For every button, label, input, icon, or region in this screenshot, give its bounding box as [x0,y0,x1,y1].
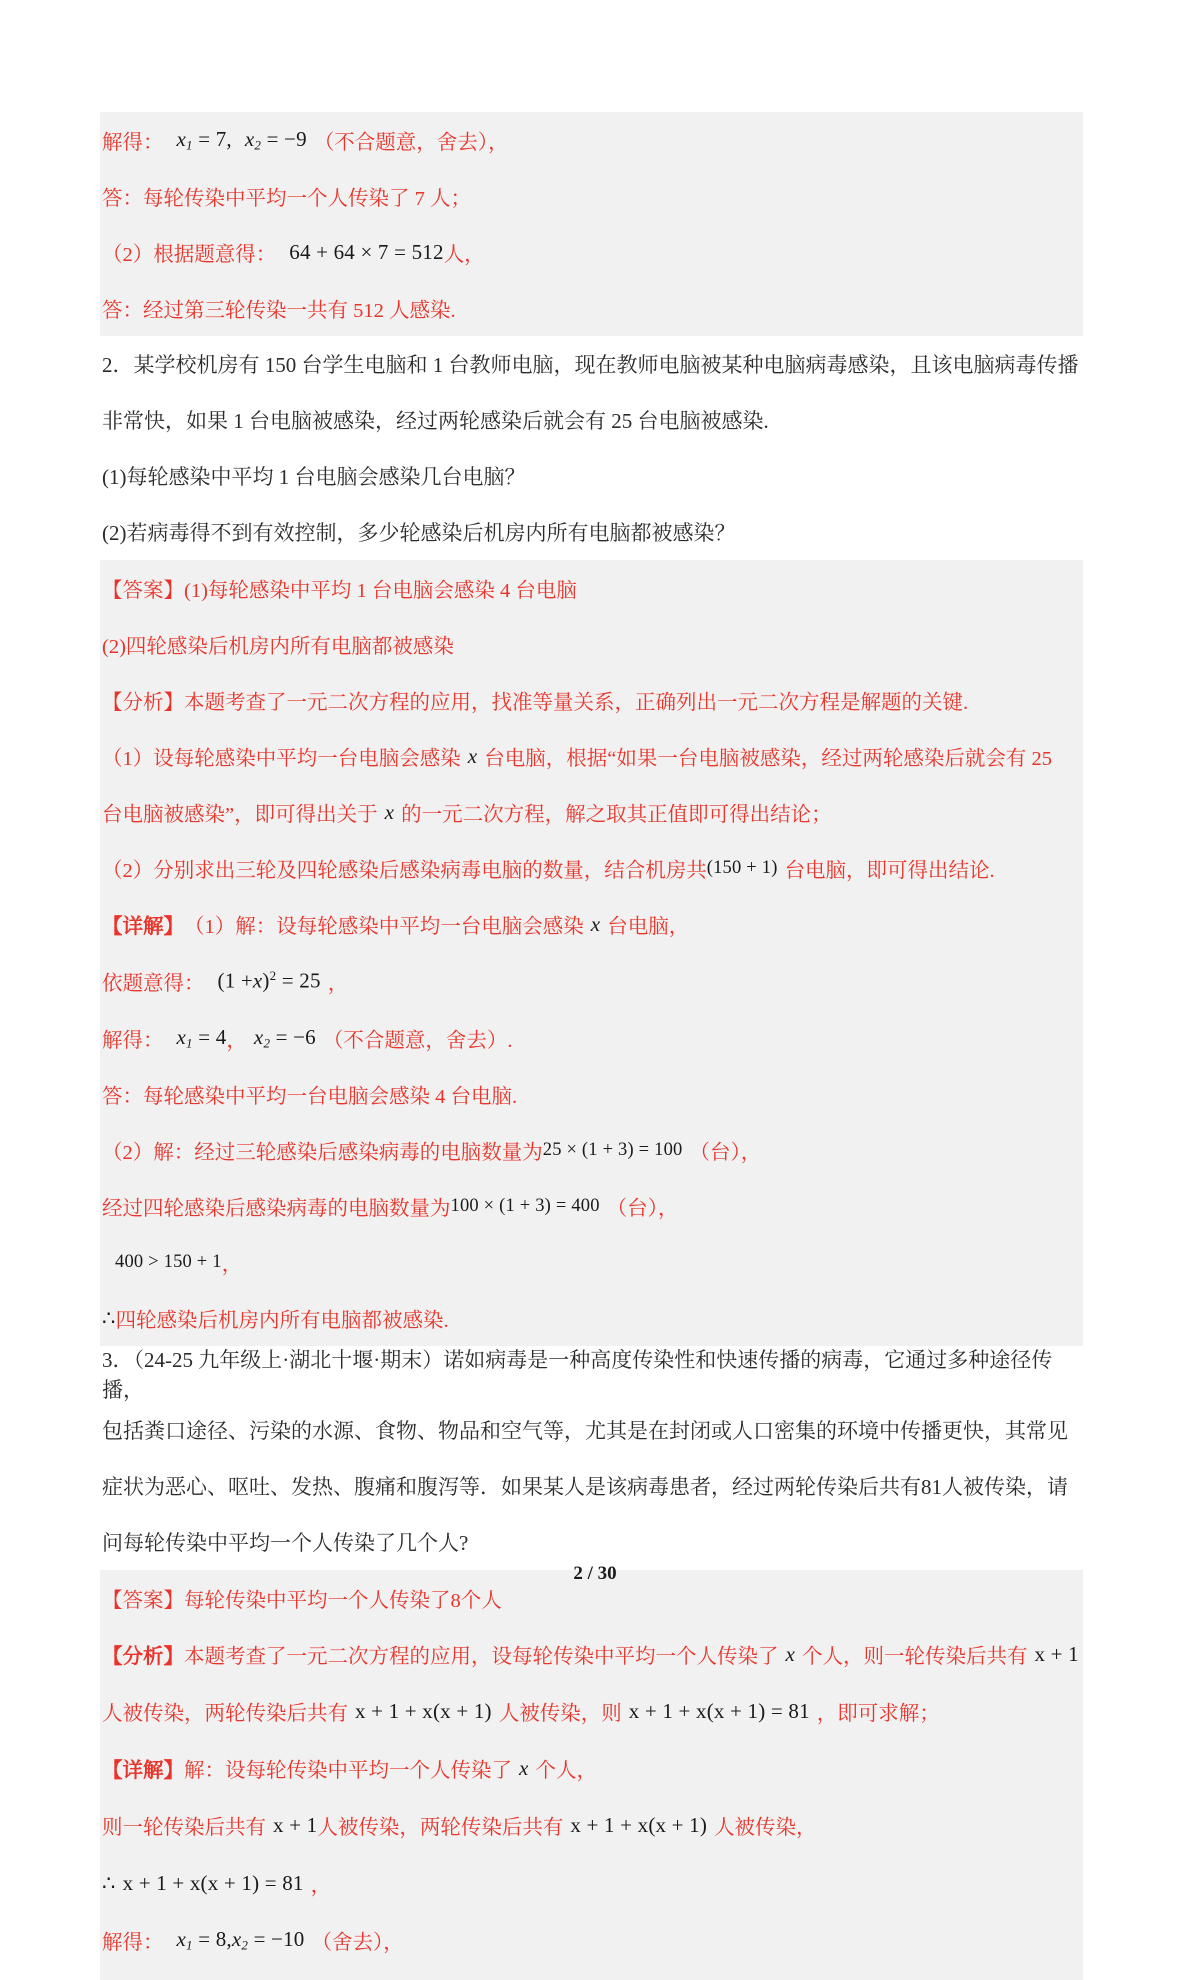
question-text: 非常快，如果 1 台电脑被感染，经过两轮感染后就会有 25 台电脑被感染. [102,409,769,433]
page-number: 2 / 30 [573,1563,617,1584]
question-text: 包括粪口途径、污染的水源、食物、物品和空气等，尤其是在封闭或人口密集的环境中传播更快，其常见 [102,1419,1068,1443]
math-expression: $x_2 = -6$ [253,1024,316,1051]
question-line [102,1402,1081,1458]
detail-line [102,1234,1081,1290]
math-expression: (150 + 1) [706,857,778,878]
question-sub-2: (2)若病毒得不到有效控制，多少轮感染后机房内所有电脑都被感染？ [102,521,736,545]
detail-text: （台）， [689,1142,762,1164]
math-expression: $x_1 = 4$ [176,1024,227,1051]
detail-text: ， [310,1875,332,1897]
analysis-line [102,840,1081,896]
math-expression: x + 1 + x(x + 1) = 81 [122,1870,304,1895]
math-expression: 100 × (1 + 3) = 400 [450,1195,600,1216]
detail-line [102,1796,1081,1854]
question-line [102,336,1081,392]
detail-text: （2）解：经过三轮感染后感染病毒的电脑数量为 [102,1142,543,1164]
math-expression: $x_1 = 8,x_2 = -10$ [176,1926,305,1953]
question-text: 3．（24-25 九年级上·湖北十堰·期末）诺如病毒是一种高度传染性和快速传播的病毒，它通过多种途径传播， [102,1348,1053,1402]
math-variable: x [467,743,478,768]
detail-tag: 【详解】 [102,1760,184,1782]
math-expression: $x_1 = 7$, [176,126,232,153]
analysis-text: ，即可求解； [816,1703,940,1725]
math-expression: 64 + 64 × 7 = 512 [289,239,444,264]
answer-line [102,560,1081,616]
math-variable: x [384,799,395,824]
detail-text: 人被传染，两轮传染后共有 [317,1817,564,1839]
page-content [100,112,1083,1980]
math-variable: x [590,911,601,936]
detail-answer: 答：每轮感染中平均一台电脑会感染 4 台电脑. [102,1086,518,1108]
question-line [102,1346,1081,1402]
math-expression: $x_2 = -9$ [244,126,307,153]
detail-text: （不合题意，舍去）. [322,1030,513,1052]
question-line [102,1514,1081,1570]
detail-text: 解得： [102,1932,164,1954]
analysis-text: 【分析】本题考查了一元二次方程的应用，找准等量关系，正确列出一元二次方程是解题的关键. [102,692,969,714]
detail-text: ， [221,1254,243,1276]
question-block-2 [100,336,1083,560]
detail-line [102,1178,1081,1234]
analysis-text: 个人，则一轮传染后共有 [802,1646,1028,1668]
answer-line [102,280,1081,336]
math-expression: $(1 +x)^2 = 25$ [217,968,321,993]
answer-text: 人， [443,244,485,266]
therefore-symbol: ∴ [102,1305,116,1330]
math-expression: 400 > 150 + 1 [115,1251,222,1272]
detail-tag: 【详解】 [102,916,184,938]
analysis-text: 人被传染，则 [498,1703,622,1725]
answer-text: （2）根据题意得： [102,244,277,266]
math-expression: 25 × (1 + 3) = 100 [542,1139,683,1160]
detail-line [102,1122,1081,1178]
analysis-text: 的一元二次方程，解之取其正值即可得出结论； [401,804,832,826]
analysis-line [102,672,1081,728]
solve-label: 解得： [102,132,164,154]
analysis-line [102,784,1081,840]
detail-text: 则一轮传染后共有 [102,1817,266,1839]
answer-block-q1 [100,112,1083,336]
detail-text: 经过四轮感染后感染病毒的电脑数量为 [102,1198,451,1220]
detail-text: 解：设每轮传染中平均一个人传染了 [184,1760,512,1782]
question-line [102,392,1081,448]
detail-text: 个人， [535,1760,598,1782]
analysis-line [102,728,1081,784]
question-text: 2．某学校机房有 150 台学生电脑和 1 台教师电脑，现在教师电脑被某种电脑病毒感染，且该电脑病毒传播 [102,353,1079,377]
answer-text: 答：经过第三轮传染一共有 512 人感染. [102,300,456,322]
detail-text: ， [226,1030,247,1052]
answer-line [102,168,1081,224]
math-expression: x + 1 [273,1812,318,1837]
analysis-line [102,1626,1081,1682]
block-padding [102,1968,1081,1980]
detail-line [102,1010,1081,1066]
detail-text: ， [327,973,349,995]
math-expression: x + 1 [1034,1641,1079,1666]
answer-line [102,616,1081,672]
detail-text: （台）， [606,1198,679,1220]
detail-line [102,1912,1081,1968]
answer-block-q3 [100,1570,1083,1980]
detail-text: （舍去）， [311,1932,404,1954]
detail-text: 依题意得： [102,973,205,995]
analysis-tag: 【分析】 [102,1646,184,1668]
detail-text: （1）解：设每轮感染中平均一台电脑会感染 [184,916,584,938]
detail-text: 解得： [102,1030,164,1052]
conclusion-text: 四轮感染后机房内所有电脑都被感染. [115,1310,449,1332]
detail-line [102,1066,1081,1122]
analysis-line [102,1682,1081,1740]
detail-line [102,1740,1081,1796]
question-line [102,1458,1081,1514]
answer-block-q2 [100,560,1083,1346]
answer-key-1: 【答案】(1)每轮感染中平均 1 台电脑会感染 4 台电脑 [102,580,577,602]
detail-text: 台电脑， [607,916,690,938]
equation-line [102,1854,1081,1912]
analysis-text: （1）设每轮感染中平均一台电脑会感染 [102,748,461,770]
analysis-text: 台电脑，即可得出结论. [784,860,995,882]
question-block-3 [100,1346,1083,1570]
question-line [102,504,1081,560]
question-sub-1: (1)每轮感染中平均 1 台电脑会感染几台电脑？ [102,465,526,489]
answer-text: 答：每轮传染中平均一个人传染了 7 人； [102,188,471,210]
analysis-text: 台电脑，根据“如果一台电脑被感染，经过两轮感染后就会有 25 [484,748,1053,770]
answer-key: 【答案】每轮传染中平均一个人传染了8个人 [102,1590,502,1612]
analysis-text: 人被传染，两轮传染后共有 [102,1703,348,1725]
math-variable: x [785,1641,796,1666]
math-variable: x [519,1755,529,1780]
math-expression: x + 1 + x(x + 1) [355,1698,492,1723]
analysis-text: 台电脑被感染”，即可得出关于 [102,804,378,826]
answer-line [102,224,1081,280]
detail-line [102,896,1081,952]
answer-key-2: (2)四轮感染后机房内所有电脑都被感染 [102,636,454,658]
detail-text: 人被传染， [714,1817,817,1839]
analysis-text: （2）分别求出三轮及四轮感染后感染病毒电脑的数量，结合机房共 [102,860,707,882]
analysis-text: 本题考查了一元二次方程的应用，设每轮传染中平均一个人传染了 [184,1646,779,1668]
question-line [102,448,1081,504]
question-text: 症状为恶心、呕吐、发热、腹痛和腹泻等．如果某人是该病毒患者，经过两轮传染后共有81人被传染，请 [102,1475,1068,1499]
therefore-symbol: ∴ [102,1870,116,1895]
conclusion-line [102,1290,1081,1346]
question-text: 问每轮传染中平均一个人传染了几个人? [102,1531,469,1555]
math-expression: x + 1 + x(x + 1) [570,1812,708,1837]
detail-line [102,952,1081,1010]
answer-line [102,112,1081,168]
answer-note: （不合题意，舍去）， [313,132,509,154]
math-expression: x + 1 + x(x + 1) = 81 [628,1698,810,1723]
